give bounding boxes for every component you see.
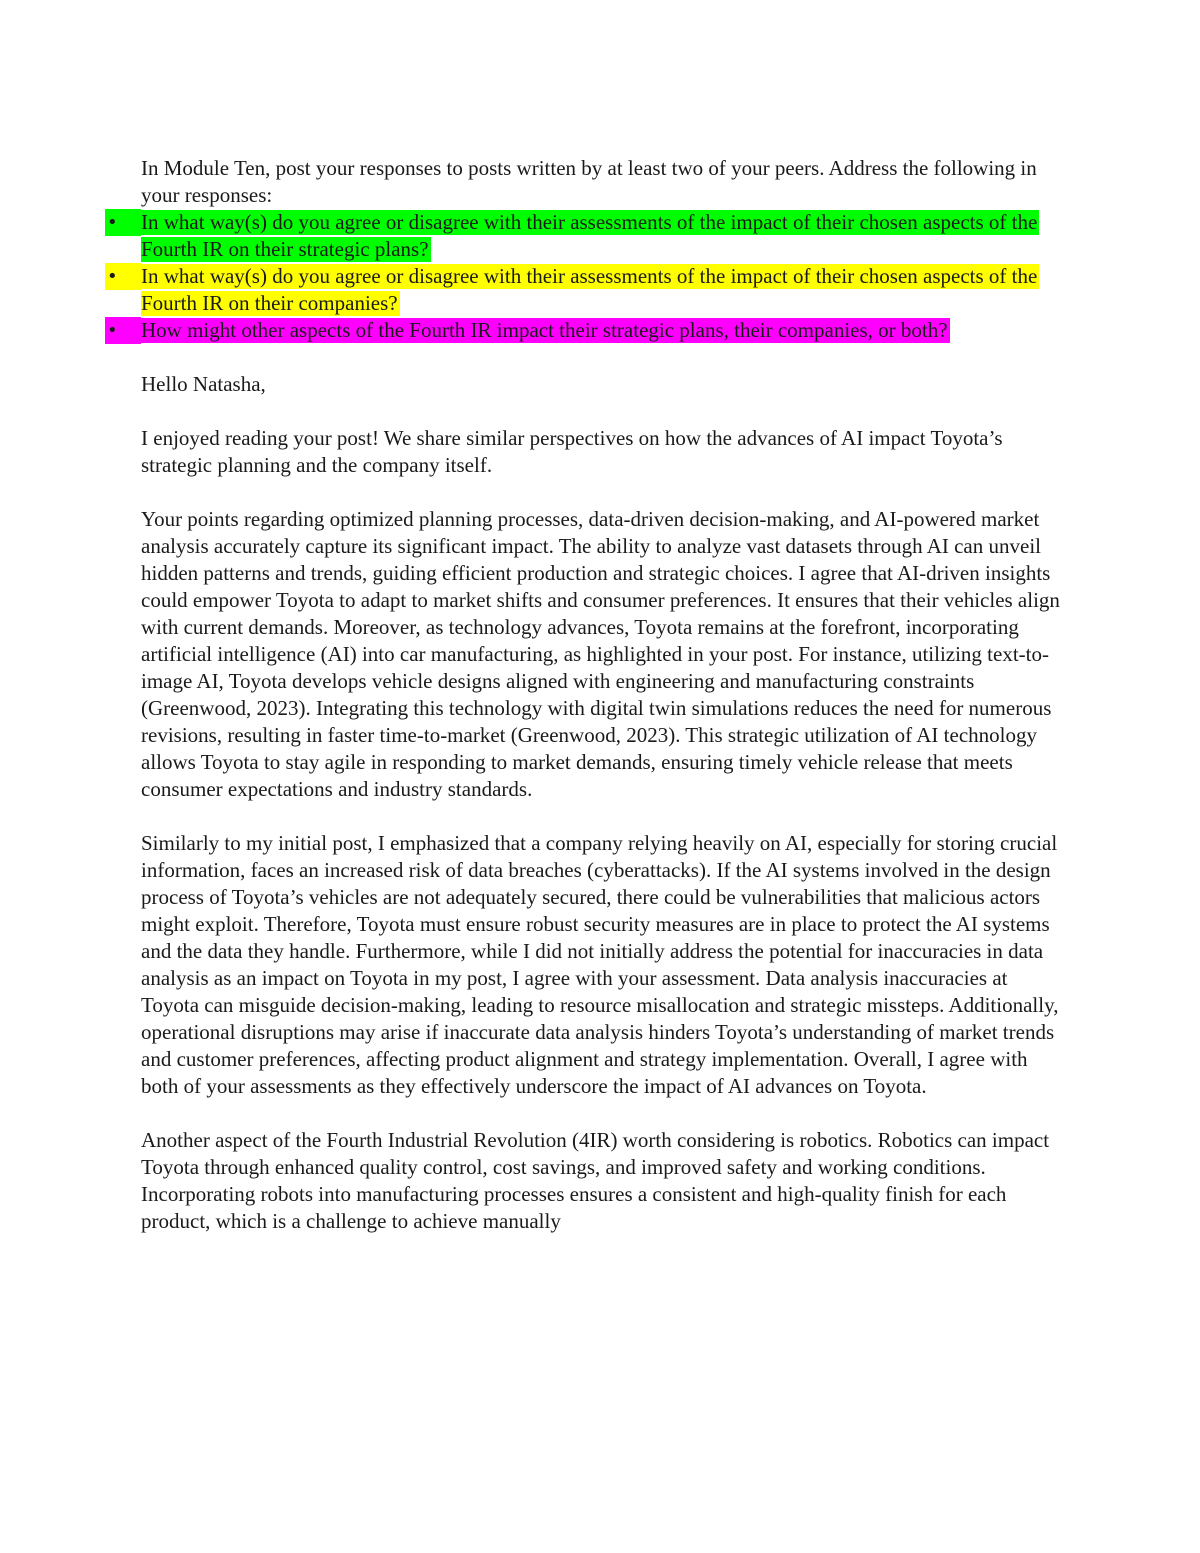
bullet-text: In what way(s) do you agree or disagree with their assessments of the impact of their chosen aspects of the Fourth IR on their strategic plans?: [141, 210, 1038, 261]
bullet-text: How might other aspects of the Fourth IR impact their strategic plans, their companies, or both?: [141, 318, 948, 342]
bullet-item-companies: [107, 263, 1061, 317]
body-paragraph: Your points regarding optimized planning processes, data-driven decision-making, and AI-powered market analysis accurately capture its significant impact. The ability to analyze vast datasets through AI can unveil hidden patterns and trends, guiding efficient production and strategic choices. I agree that AI-driven insights could empower Toyota to adapt to market shifts and consumer preferences. It ensures that their vehicles align with current demands. Moreover, as technology advances, Toyota remains at the forefront, incorporating artificial intelligence (AI) into car manufacturing, as highlighted in your post. For instance, utilizing text-to-image AI, Toyota develops vehicle designs aligned with engineering and manufacturing constraints (Greenwood, 2023). Integrating this technology with digital twin simulations reduces the need for numerous revisions, resulting in faster time-to-market (Greenwood, 2023). This strategic utilization of AI technology allows Toyota to stay agile in responding to market demands, ensuring timely vehicle release that meets consumer expectations and industry standards.: [141, 507, 1060, 801]
body-paragraph: Similarly to my initial post, I emphasized that a company relying heavily on AI, especially for storing crucial information, faces an increased risk of data breaches (cyberattacks). If the AI systems involved in the design process of Toyota’s vehicles are not adequately secured, there could be vulnerabilities that malicious actors might exploit. Therefore, Toyota must ensure robust security measures are in place to protect the AI systems and the data they handle. Furthermore, while I did not initially address the potential for inaccuracies in data analysis as an impact on Toyota in my post, I agree with your assessment. Data analysis inaccuracies at Toyota can misguide decision-making, leading to resource misallocation and strategic missteps. Additionally, operational disruptions may arise if inaccurate data analysis hinders Toyota’s understanding of market trends and customer preferences, affecting product alignment and strategy implementation. Overall, I agree with both of your assessments as they effectively underscore the impact of AI advances on Toyota.: [141, 831, 1059, 1098]
instructions-intro: In Module Ten, post your responses to posts written by at least two of your peers. Address the following in your responses:: [141, 156, 1037, 207]
instructions-bullet-list: [107, 209, 1061, 344]
bullet-dot-icon: •: [105, 209, 141, 236]
body-paragraph: I enjoyed reading your post! We share similar perspectives on how the advances of AI impact Toyota’s strategic planning and the company itself.: [141, 426, 1003, 477]
greeting: Hello Natasha,: [141, 372, 266, 396]
bullet-dot-icon: •: [105, 263, 141, 290]
bullet-item-strategic-plans: [107, 209, 1061, 263]
bullet-text: In what way(s) do you agree or disagree with their assessments of the impact of their chosen aspects of the Fourth IR on their companies?: [141, 264, 1038, 315]
document-page: [107, 155, 1061, 1262]
bullet-item-other-aspects: [107, 317, 1061, 344]
body-paragraph: Another aspect of the Fourth Industrial Revolution (4IR) worth considering is robotics. Robotics can impact Toyota through enhanced quality control, cost savings, and improved safety and working conditions. Incorporating robots into manufacturing processes ensures a consistent and high-quality finish for each product, which is a challenge to achieve manually: [141, 1128, 1050, 1233]
bullet-dot-icon: •: [105, 317, 141, 344]
